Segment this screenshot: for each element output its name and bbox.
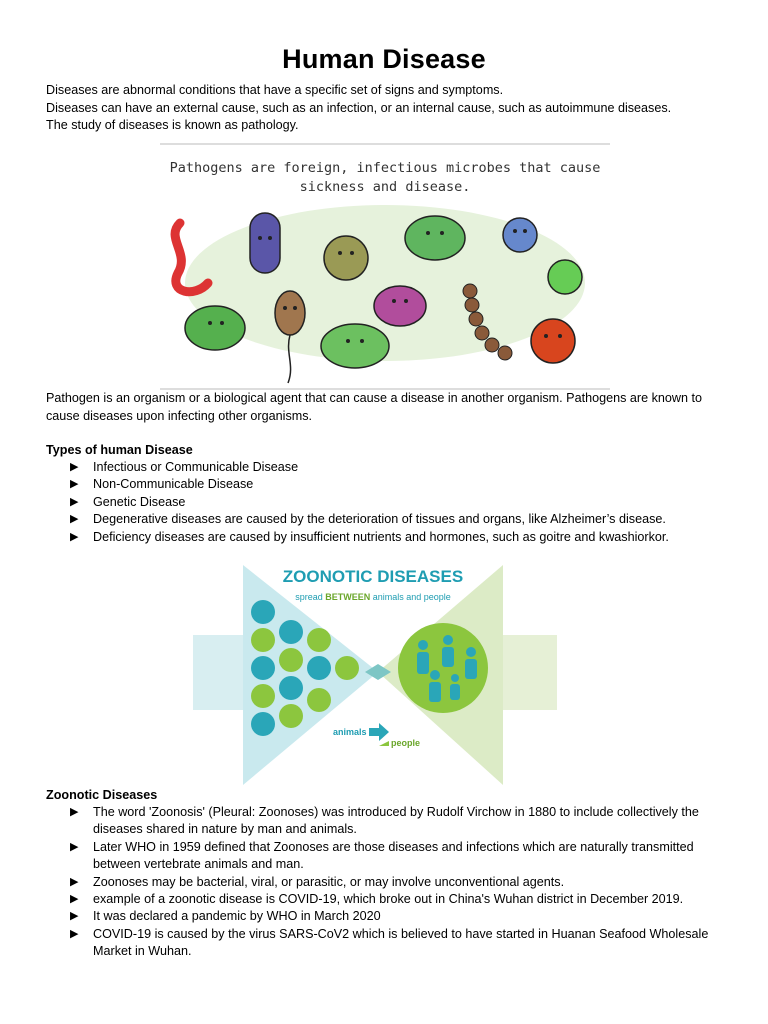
brown-flagellate-icon bbox=[275, 291, 305, 335]
zoonotic-title: ZOONOTIC DISEASES bbox=[282, 567, 464, 586]
list-item: ▶ COVID-19 is caused by the virus SARS-CoV2 which is believed to have started in Huanan Seafood Wholesale Market in Wuhan. bbox=[70, 926, 709, 959]
olive-virus-icon bbox=[324, 236, 368, 280]
transmission-arrow-icon bbox=[369, 723, 389, 741]
intro-line: Diseases are abnormal conditions that have a specific set of signs and symptoms. bbox=[46, 83, 504, 97]
bullet-arrow-icon: ▶ bbox=[70, 478, 79, 491]
bullet-arrow-icon: ▶ bbox=[70, 495, 79, 508]
bullet-arrow-icon: ▶ bbox=[70, 875, 79, 888]
pathogen-caption-line1: Pathogens are foreign, infectious microbes that cause bbox=[169, 160, 601, 176]
types-list bbox=[46, 459, 669, 546]
bullet-arrow-icon: ▶ bbox=[70, 461, 79, 473]
zoonotic-subtitle: spread BETWEEN animals and people bbox=[295, 592, 451, 602]
pathogen-definition: Pathogen is an organism or a biological agent that can cause a disease in another organism. Pathogens are known to cause diseases upon infecting other organisms. bbox=[46, 391, 702, 423]
intro-line: Diseases can have an external cause, such as an infection, or an internal cause, such as autoimmune diseases. bbox=[46, 100, 672, 115]
list-item: ▶ Deficiency diseases are caused by insufficient nutrients and hormones, such as goitre and kwashiorkor. bbox=[46, 529, 669, 546]
bullet-arrow-icon: ▶ bbox=[70, 806, 79, 818]
people-label: people bbox=[391, 738, 421, 748]
bullet-arrow-icon: ▶ bbox=[70, 530, 79, 543]
list-item: ▶ Degenerative diseases are caused by the deterioration of tissues and organs, like Alzheimer’s disease. bbox=[46, 511, 669, 528]
list-item: ▶ Non-Communicable Disease bbox=[46, 476, 669, 493]
bullet-arrow-icon: ▶ bbox=[70, 893, 79, 906]
list-item: ▶ It was declared a pandemic by WHO in March 2020 bbox=[46, 908, 726, 925]
list-item: ▶ Infectious or Communicable Disease bbox=[46, 459, 669, 476]
green-virus-icon bbox=[548, 260, 582, 294]
list-item: ▶ Zoonoses may be bacterial, viral, or parasitic, or may involve unconventional agents. bbox=[46, 874, 726, 891]
types-heading: Types of human Disease bbox=[46, 443, 193, 457]
list-item: ▶ The word 'Zoonosis' (Pleural: Zoonoses) was introduced by Rudolf Virchow in 1880 to include collectively the diseases shared in nature by man and animals. bbox=[70, 805, 699, 837]
blue-virus-icon bbox=[503, 218, 537, 252]
list-item: ▶ Genetic Disease bbox=[46, 494, 669, 511]
animals-label: animals bbox=[333, 727, 367, 737]
page-title: Human Disease bbox=[282, 44, 486, 74]
list-item: ▶ example of a zoonotic disease is COVID-19, which broke out in China's Wuhan district in December 2019. bbox=[46, 891, 726, 908]
zoonotic-list bbox=[46, 804, 726, 961]
red-coronavirus-icon bbox=[531, 319, 575, 363]
magenta-virus-icon bbox=[374, 286, 426, 326]
intro-line: The study of diseases is known as pathology. bbox=[46, 118, 299, 132]
pathogen-caption-line2: sickness and disease. bbox=[299, 179, 471, 195]
bullet-arrow-icon: ▶ bbox=[70, 927, 79, 940]
purple-bacillus-icon bbox=[250, 213, 280, 273]
green-bacterium-icon bbox=[405, 216, 465, 260]
intro-paragraph bbox=[46, 82, 671, 135]
green-spiky-microbe-icon bbox=[185, 306, 245, 350]
green-round-bacterium-icon bbox=[321, 324, 389, 368]
list-item: ▶ Later WHO in 1959 defined that Zoonoses are those diseases and infections which are naturally transmitted between vertebrate animals and man. bbox=[70, 839, 694, 872]
pathogens-illustration bbox=[160, 143, 610, 390]
zoonotic-infographic bbox=[193, 560, 557, 785]
bullet-arrow-icon: ▶ bbox=[70, 513, 79, 526]
zoonotic-heading: Zoonotic Diseases bbox=[46, 788, 158, 802]
bullet-arrow-icon: ▶ bbox=[70, 840, 79, 853]
bullet-arrow-icon: ▶ bbox=[70, 910, 79, 923]
